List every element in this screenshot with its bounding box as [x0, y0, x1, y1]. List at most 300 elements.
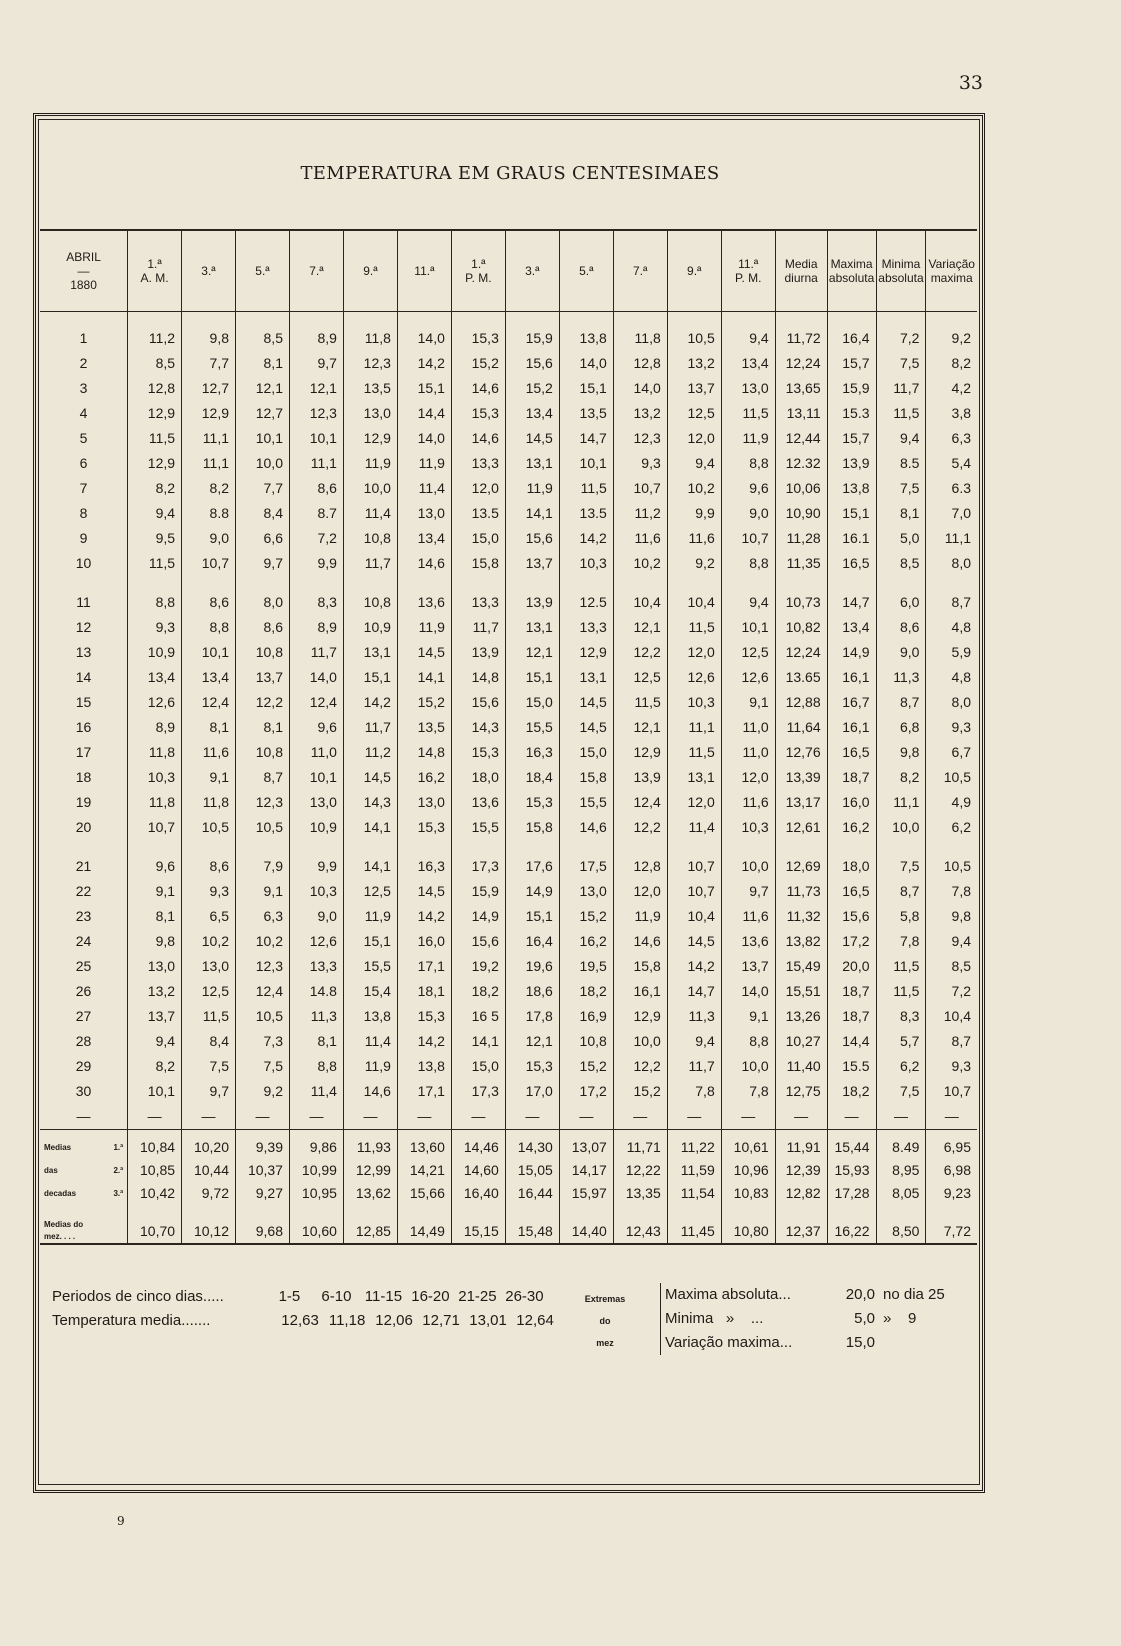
- mez-value: 16,22: [827, 1219, 876, 1244]
- value-cell: 12,5: [721, 640, 775, 665]
- value-cell: 15,1: [343, 929, 397, 954]
- value-cell: 8,5: [926, 954, 977, 979]
- day-cell: 5: [79, 430, 88, 446]
- value-cell: 18,0: [451, 765, 505, 790]
- value-cell: 16,3: [397, 854, 451, 879]
- extremes-label-line: Extremas: [584, 1294, 626, 1304]
- extremes-label-line: do: [599, 1316, 611, 1326]
- value-cell: 13,1: [505, 451, 559, 476]
- decada-value: 10,96: [721, 1159, 775, 1182]
- value-cell: 15,5: [343, 954, 397, 979]
- value-cell: 8,7: [926, 590, 977, 615]
- decada-value: 17,28: [827, 1182, 876, 1205]
- extremes-list: [660, 1283, 945, 1355]
- value-cell: 11,32: [775, 904, 827, 929]
- value-cell: 10,27: [775, 1029, 827, 1054]
- value-cell: 14,4: [397, 401, 451, 426]
- value-cell: 10,7: [182, 551, 236, 576]
- day-cell: 1: [79, 330, 88, 346]
- value-cell: 19,6: [505, 954, 559, 979]
- value-cell: 11,5: [667, 740, 721, 765]
- value-cell: 8,8: [721, 1029, 775, 1054]
- extremes-label: [560, 1288, 650, 1354]
- mez-value: 10,70: [128, 1219, 182, 1244]
- column-header-line: absoluta: [878, 271, 924, 285]
- value-cell: 12,3: [613, 426, 667, 451]
- value-cell: 13,4: [397, 526, 451, 551]
- decada-value: 11,93: [343, 1136, 397, 1159]
- value-cell: 11,0: [721, 715, 775, 740]
- value-cell: 8,1: [128, 904, 182, 929]
- value-cell: 5,7: [876, 1029, 926, 1054]
- value-cell: 14,1: [397, 665, 451, 690]
- decada-label-text: decadas: [44, 1189, 77, 1198]
- value-cell: 11,8: [128, 740, 182, 765]
- value-cell: 15,1: [397, 376, 451, 401]
- value-cell: 7,2: [289, 526, 343, 551]
- table-row: [40, 476, 977, 501]
- corner-dash: —: [77, 264, 90, 278]
- value-cell: 10,1: [128, 1079, 182, 1104]
- value-cell: 8,1: [289, 1029, 343, 1054]
- decada-value: 10,61: [721, 1136, 775, 1159]
- value-cell: 15,2: [559, 904, 613, 929]
- temp-media-label: Temperatura media.......: [52, 1312, 211, 1329]
- value-cell: 8,8: [721, 551, 775, 576]
- value-cell: 10,7: [667, 879, 721, 904]
- value-cell: 10,8: [343, 526, 397, 551]
- value-cell: 11,7: [876, 376, 926, 401]
- value-cell: 13,8: [559, 326, 613, 351]
- table-row: [40, 1054, 977, 1079]
- value-cell: 11,35: [775, 551, 827, 576]
- dash-cell: —: [76, 1108, 91, 1124]
- mez-value: 8,50: [876, 1219, 926, 1244]
- value-cell: 15,1: [505, 904, 559, 929]
- value-cell: 8,9: [289, 326, 343, 351]
- period-temp: 12,06: [375, 1312, 413, 1329]
- value-cell: 15,9: [827, 376, 876, 401]
- value-cell: 18,0: [827, 854, 876, 879]
- value-cell: 9,2: [667, 551, 721, 576]
- decada-value: 12,22: [613, 1159, 667, 1182]
- value-cell: 18,2: [827, 1079, 876, 1104]
- period-value: 6-10: [321, 1288, 352, 1305]
- column-header: [876, 230, 926, 312]
- value-cell: 6,8: [876, 715, 926, 740]
- value-cell: 8,9: [128, 715, 182, 740]
- value-cell: 15,2: [505, 376, 559, 401]
- value-cell: 13,2: [667, 351, 721, 376]
- decada-value: 12,39: [775, 1159, 827, 1182]
- value-cell: 15,2: [451, 351, 505, 376]
- day-cell: 6: [79, 455, 88, 471]
- value-cell: 8,2: [128, 476, 182, 501]
- value-cell: 15,8: [559, 765, 613, 790]
- value-cell: 13,65: [775, 376, 827, 401]
- column-header-line: diurna: [784, 271, 818, 285]
- decada-label-text: das: [44, 1166, 58, 1175]
- value-cell: 12,9: [128, 451, 182, 476]
- decada-label: [40, 1136, 128, 1159]
- day-cell: 22: [75, 883, 92, 899]
- value-cell: 8,4: [182, 1029, 236, 1054]
- value-cell: 15,9: [451, 879, 505, 904]
- period-value: 11-15: [364, 1288, 403, 1305]
- value-cell: 14,1: [505, 501, 559, 526]
- value-cell: 11,9: [343, 1054, 397, 1079]
- value-cell: 13,8: [827, 476, 876, 501]
- value-cell: 9,3: [613, 451, 667, 476]
- value-cell: 19,2: [451, 954, 505, 979]
- value-cell: 15,6: [505, 526, 559, 551]
- value-cell: 11,8: [343, 326, 397, 351]
- dash-cell: —: [667, 1104, 721, 1130]
- value-cell: 14,7: [559, 426, 613, 451]
- value-cell: 12,1: [505, 640, 559, 665]
- day-cell: 23: [75, 908, 92, 924]
- value-cell: 13,2: [613, 401, 667, 426]
- value-cell: 12,9: [613, 740, 667, 765]
- day-cell: 10: [75, 555, 92, 571]
- value-cell: 15,2: [397, 690, 451, 715]
- value-cell: 12,4: [289, 690, 343, 715]
- value-cell: 10,2: [667, 476, 721, 501]
- day-cell: 26: [75, 983, 92, 999]
- decada-value: 14,46: [451, 1136, 505, 1159]
- value-cell: 13,9: [451, 640, 505, 665]
- column-header-line: 3.ª: [525, 264, 540, 278]
- value-cell: 14,7: [827, 590, 876, 615]
- value-cell: 14,0: [613, 376, 667, 401]
- decada-label: [40, 1159, 128, 1182]
- dash-cell: —: [182, 1104, 236, 1130]
- value-cell: 14,6: [451, 426, 505, 451]
- column-header: [926, 230, 977, 312]
- value-cell: 10,1: [721, 615, 775, 640]
- decada-value: 13,07: [559, 1136, 613, 1159]
- value-cell: 12,1: [289, 376, 343, 401]
- mez-value: 12,85: [343, 1219, 397, 1244]
- value-cell: 18,7: [827, 979, 876, 1004]
- value-cell: 11,8: [182, 790, 236, 815]
- value-cell: 9,4: [926, 929, 977, 954]
- column-header-line: 11.ª: [414, 264, 435, 278]
- value-cell: 14,2: [397, 351, 451, 376]
- value-cell: 8,6: [182, 590, 236, 615]
- value-cell: 16 5: [451, 1004, 505, 1029]
- value-cell: 17,2: [827, 929, 876, 954]
- value-cell: 7,5: [876, 1079, 926, 1104]
- value-cell: 13.5: [559, 501, 613, 526]
- column-header: [128, 230, 182, 312]
- value-cell: 10,0: [876, 815, 926, 840]
- decada-value: 16,40: [451, 1182, 505, 1205]
- value-cell: 13,0: [182, 954, 236, 979]
- value-cell: 15,9: [505, 326, 559, 351]
- value-cell: 14,1: [451, 1029, 505, 1054]
- value-cell: 12,24: [775, 640, 827, 665]
- value-cell: 13,4: [827, 615, 876, 640]
- value-cell: 9,7: [721, 879, 775, 904]
- value-cell: 12,1: [613, 715, 667, 740]
- value-cell: 15,6: [827, 904, 876, 929]
- period-value: 1-5: [278, 1288, 301, 1305]
- value-cell: 12,8: [128, 376, 182, 401]
- column-header: [182, 230, 236, 312]
- value-cell: 13,5: [343, 376, 397, 401]
- decada-value: 14,17: [559, 1159, 613, 1182]
- value-cell: 10,0: [721, 1054, 775, 1079]
- value-cell: 13,2: [128, 979, 182, 1004]
- value-cell: 6,7: [926, 740, 977, 765]
- column-header-line: A. M.: [140, 271, 169, 285]
- decada-row: [40, 1159, 977, 1182]
- mez-label: [40, 1219, 128, 1244]
- value-cell: 13,0: [559, 879, 613, 904]
- value-cell: 12,0: [667, 640, 721, 665]
- column-header-line: 5.ª: [255, 264, 270, 278]
- value-cell: 14,5: [343, 765, 397, 790]
- column-header: [827, 230, 876, 312]
- value-cell: 6,2: [926, 815, 977, 840]
- value-cell: 9,8: [876, 740, 926, 765]
- value-cell: 12,61: [775, 815, 827, 840]
- value-cell: 10,5: [182, 815, 236, 840]
- value-cell: 7,0: [926, 501, 977, 526]
- extreme-name: Maxima absoluta...: [665, 1286, 791, 1303]
- value-cell: 8,5: [236, 326, 290, 351]
- value-cell: 11,72: [775, 326, 827, 351]
- corner-year: 1880: [70, 278, 97, 292]
- value-cell: 8,1: [182, 715, 236, 740]
- value-cell: 11,6: [721, 904, 775, 929]
- value-cell: 8,8: [721, 451, 775, 476]
- value-cell: 11,1: [667, 715, 721, 740]
- dash-cell: —: [451, 1104, 505, 1130]
- value-cell: 9,4: [721, 326, 775, 351]
- value-cell: 9,8: [182, 326, 236, 351]
- value-cell: 13,0: [397, 790, 451, 815]
- value-cell: 11,73: [775, 879, 827, 904]
- decada-value: 10,44: [182, 1159, 236, 1182]
- day-cell: 27: [75, 1008, 92, 1024]
- value-cell: 19,5: [559, 954, 613, 979]
- decada-value: 11,91: [775, 1136, 827, 1159]
- day-cell: 25: [75, 958, 92, 974]
- value-cell: 14,1: [343, 854, 397, 879]
- value-cell: 18,7: [827, 765, 876, 790]
- value-cell: 11,3: [667, 1004, 721, 1029]
- value-cell: 11,2: [343, 740, 397, 765]
- value-cell: 13,9: [613, 765, 667, 790]
- value-cell: 12,6: [128, 690, 182, 715]
- day-cell: 12: [75, 619, 92, 635]
- value-cell: 11,6: [613, 526, 667, 551]
- spacer-row: [40, 312, 977, 327]
- decada-value: 10,84: [128, 1136, 182, 1159]
- mez-value: 10,60: [289, 1219, 343, 1244]
- dash-cell: —: [926, 1104, 977, 1130]
- value-cell: 15,0: [505, 690, 559, 715]
- column-header: [289, 230, 343, 312]
- decada-value: 15,66: [397, 1182, 451, 1205]
- value-cell: 12,3: [236, 790, 290, 815]
- table-row: [40, 451, 977, 476]
- value-cell: 10,0: [343, 476, 397, 501]
- value-cell: 12,1: [613, 615, 667, 640]
- value-cell: 12,6: [289, 929, 343, 954]
- decada-value: 10,37: [236, 1159, 290, 1182]
- value-cell: 15,7: [827, 426, 876, 451]
- value-cell: 10,5: [926, 765, 977, 790]
- value-cell: 15,1: [559, 376, 613, 401]
- value-cell: 13,0: [343, 401, 397, 426]
- page-number: 33: [958, 72, 983, 94]
- value-cell: 11,9: [397, 451, 451, 476]
- decada-value: 16,44: [505, 1182, 559, 1205]
- decada-value: 9,27: [236, 1182, 290, 1205]
- value-cell: 13,8: [343, 1004, 397, 1029]
- value-cell: 11,4: [343, 501, 397, 526]
- decada-label: [40, 1182, 128, 1205]
- value-cell: 12,8: [613, 351, 667, 376]
- value-cell: 16,4: [505, 929, 559, 954]
- value-cell: 17,1: [397, 1079, 451, 1104]
- decada-value: 9,72: [182, 1182, 236, 1205]
- value-cell: 9,3: [926, 1054, 977, 1079]
- value-cell: 14,6: [559, 815, 613, 840]
- value-cell: 11,4: [397, 476, 451, 501]
- value-cell: 14,3: [343, 790, 397, 815]
- value-cell: 11,2: [128, 326, 182, 351]
- value-cell: 12,3: [343, 351, 397, 376]
- value-cell: 11,8: [613, 326, 667, 351]
- table-row: [40, 790, 977, 815]
- value-cell: 9,4: [128, 501, 182, 526]
- value-cell: 11,5: [613, 690, 667, 715]
- value-cell: 12,6: [721, 665, 775, 690]
- value-cell: 9,1: [182, 765, 236, 790]
- decada-mark: 3.ª: [113, 1189, 124, 1198]
- table-row: [40, 1079, 977, 1104]
- value-cell: 12,5: [667, 401, 721, 426]
- value-cell: 10,5: [236, 1004, 290, 1029]
- value-cell: 14,5: [559, 715, 613, 740]
- value-cell: 16,0: [397, 929, 451, 954]
- decada-value: 13,35: [613, 1182, 667, 1205]
- value-cell: 11,7: [343, 551, 397, 576]
- decada-value: 15,05: [505, 1159, 559, 1182]
- value-cell: 17,1: [397, 954, 451, 979]
- day-cell: 29: [75, 1058, 92, 1074]
- value-cell: 18,2: [559, 979, 613, 1004]
- value-cell: 14,6: [397, 551, 451, 576]
- value-cell: 13,82: [775, 929, 827, 954]
- value-cell: 7,5: [876, 351, 926, 376]
- value-cell: 14,9: [827, 640, 876, 665]
- day-cell: 11: [76, 594, 91, 610]
- value-cell: 15,1: [505, 665, 559, 690]
- value-cell: 15,3: [451, 740, 505, 765]
- value-cell: 10,4: [926, 1004, 977, 1029]
- decada-value: 15,44: [827, 1136, 876, 1159]
- value-cell: 16,1: [827, 665, 876, 690]
- spacer-row: [40, 1205, 977, 1219]
- value-cell: 16,9: [559, 1004, 613, 1029]
- value-cell: 10,06: [775, 476, 827, 501]
- decada-row: [40, 1182, 977, 1205]
- mez-value: 12,37: [775, 1219, 827, 1244]
- column-header: [451, 230, 505, 312]
- value-cell: 16,0: [827, 790, 876, 815]
- value-cell: 14,2: [397, 1029, 451, 1054]
- value-cell: 14,9: [505, 879, 559, 904]
- value-cell: 10,0: [721, 854, 775, 879]
- value-cell: 15,49: [775, 954, 827, 979]
- value-cell: 13,1: [667, 765, 721, 790]
- value-cell: 13,3: [451, 451, 505, 476]
- value-cell: 15,0: [559, 740, 613, 765]
- value-cell: 12,7: [182, 376, 236, 401]
- value-cell: 11,9: [613, 904, 667, 929]
- value-cell: 7,5: [876, 476, 926, 501]
- value-cell: 12,44: [775, 426, 827, 451]
- value-cell: 10,2: [236, 929, 290, 954]
- table-row: [40, 376, 977, 401]
- column-header-line: Media: [784, 257, 818, 271]
- value-cell: 16,5: [827, 740, 876, 765]
- value-cell: 10,3: [667, 690, 721, 715]
- value-cell: 7,7: [182, 351, 236, 376]
- day-cell: 4: [79, 405, 88, 421]
- value-cell: 13,7: [667, 376, 721, 401]
- value-cell: 10,9: [343, 615, 397, 640]
- dash-cell: —: [613, 1104, 667, 1130]
- value-cell: 13,4: [505, 401, 559, 426]
- value-cell: 13,8: [397, 1054, 451, 1079]
- value-cell: 10,7: [926, 1079, 977, 1104]
- decada-value: 9,23: [926, 1182, 977, 1205]
- value-cell: 11,4: [289, 1079, 343, 1104]
- value-cell: 13.65: [775, 665, 827, 690]
- period-temp: 12,71: [422, 1312, 460, 1329]
- value-cell: 5,4: [926, 451, 977, 476]
- value-cell: 11,6: [721, 790, 775, 815]
- value-cell: 10,1: [289, 765, 343, 790]
- decada-value: 11,71: [613, 1136, 667, 1159]
- value-cell: 13,1: [505, 615, 559, 640]
- dash-cell: —: [397, 1104, 451, 1130]
- decada-value: 6,95: [926, 1136, 977, 1159]
- value-cell: 8,9: [289, 615, 343, 640]
- value-cell: 10,7: [128, 815, 182, 840]
- value-cell: 13,4: [721, 351, 775, 376]
- column-header-line: 1.ª: [147, 257, 162, 271]
- value-cell: 11,7: [289, 640, 343, 665]
- value-cell: 13,6: [397, 590, 451, 615]
- decada-value: 8.49: [876, 1136, 926, 1159]
- value-cell: 16,2: [397, 765, 451, 790]
- column-header-line: Minima: [881, 257, 921, 271]
- table-row: [40, 326, 977, 351]
- mez-value: 15,15: [451, 1219, 505, 1244]
- value-cell: 9,6: [721, 476, 775, 501]
- value-cell: 7,3: [236, 1029, 290, 1054]
- value-cell: 9,1: [721, 690, 775, 715]
- value-cell: 13,0: [397, 501, 451, 526]
- value-cell: 10,1: [182, 640, 236, 665]
